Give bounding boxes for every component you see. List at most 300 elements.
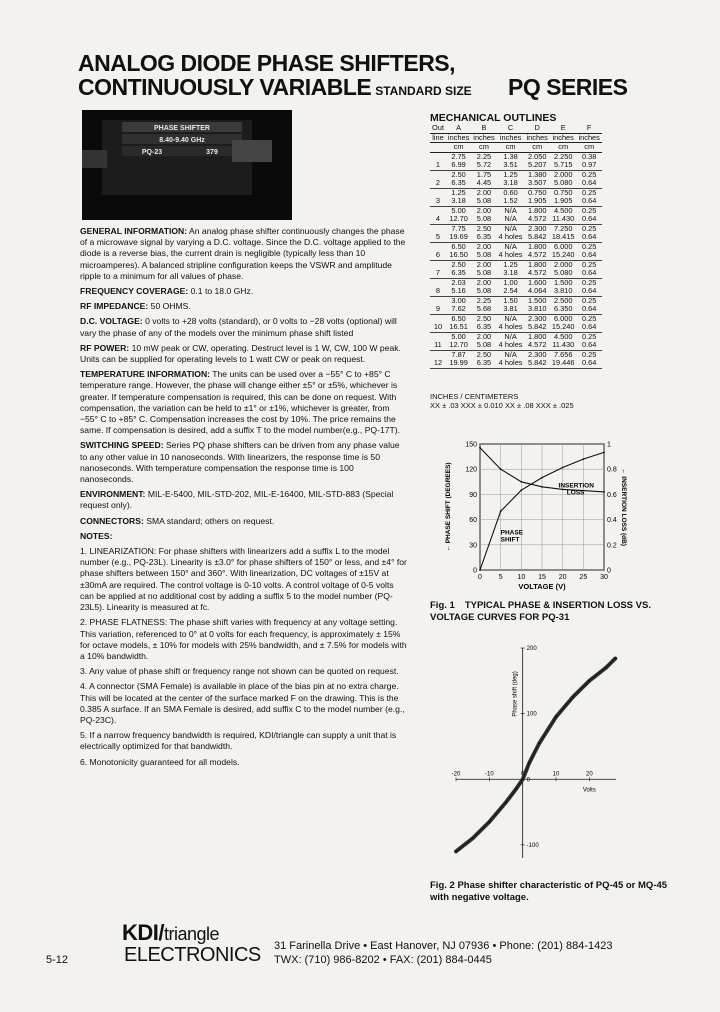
fig2-series-point	[472, 837, 474, 839]
mech-cell: 10	[430, 323, 446, 332]
mech-cell: 5.842	[525, 323, 550, 332]
note-2: 2. PHASE FLATNESS: The phase shift varies with frequency at any voltage setting. This variation, referenced to 0° at 0 volts for each frequency, is approximately ± 15% for octave models, ± 10% for models with 25% bandwidth, and ± 7.5% for models with a 10% bandwidth.	[80, 617, 407, 661]
mech-cell: 2.25	[476, 151, 492, 161]
mech-cell: 3.51	[497, 161, 525, 170]
mech-cell: 2.00	[476, 259, 492, 269]
dc-head: D.C. VOLTAGE:	[80, 316, 143, 327]
rf-imp-text: 50 OHMS.	[150, 301, 191, 312]
mech-cell: 4 holes	[498, 250, 523, 259]
mech-header-cell: Out	[432, 123, 444, 132]
mech-cell: 0.25	[581, 259, 597, 269]
temp-head: TEMPERATURE INFORMATION:	[80, 369, 211, 380]
mech-cell: 4	[430, 215, 446, 224]
mech-cell: 4 holes	[498, 232, 523, 241]
fig1-y-tick: 150	[465, 441, 477, 449]
fig1-y-tick: 30	[469, 542, 477, 550]
mech-cell: 4 holes	[498, 358, 523, 367]
fig1-x-tick: 0	[478, 574, 482, 581]
mech-cell: 6.35	[446, 179, 471, 188]
mech-cell: 5.842	[525, 359, 550, 368]
kdi-logo	[122, 920, 219, 946]
mech-cell: 5.08	[471, 341, 496, 350]
mech-row	[430, 197, 602, 206]
mech-cell: 6	[430, 251, 446, 260]
photo-label-3: PQ-23	[141, 149, 163, 156]
mech-row	[430, 179, 602, 188]
mech-cell: 0.64	[577, 197, 602, 206]
mech-cell: 0.97	[577, 161, 602, 170]
mech-cell: 7.250	[553, 223, 573, 233]
fig1-series-point	[479, 569, 481, 571]
general-information	[80, 226, 408, 282]
mech-cell: 11.430	[550, 341, 577, 350]
fig2-caption-label: Fig. 2	[430, 880, 455, 891]
mech-foot-tolerance: XX ± .03 XXX ± 0.010 XX ± .08 XXX ± .025	[430, 401, 574, 410]
mech-cell: 0.25	[581, 295, 597, 305]
mech-row	[430, 305, 602, 314]
mech-cell: 16.50	[446, 251, 471, 260]
mech-row	[430, 359, 602, 368]
mech-cell: 2.00	[476, 331, 492, 341]
mech-cell: 2.50	[451, 259, 466, 269]
mechanical-outlines-table	[430, 124, 602, 369]
fig1-label-shift: SHIFT	[500, 536, 520, 544]
mech-cell: 1.380	[527, 169, 547, 179]
fig1-series-point	[500, 510, 502, 512]
mech-cell: 2.00	[476, 187, 492, 197]
fig2-series-point	[572, 696, 574, 698]
mech-row	[430, 341, 602, 350]
mech-cell: 0.750	[553, 187, 573, 197]
page-title-line2	[78, 74, 472, 104]
mech-cell: N/A	[497, 215, 525, 224]
mech-cell: 5.715	[550, 161, 577, 170]
fig2-y-axis-label: Phase shift (deg)	[512, 671, 519, 717]
mech-cell: 0.64	[577, 359, 602, 368]
mech-cell: 2.300	[527, 223, 547, 233]
mech-cell: 1.25	[503, 169, 518, 179]
mech-table-footnote	[430, 392, 574, 410]
mech-cell: 8	[430, 287, 446, 296]
mech-row	[430, 233, 602, 242]
fig1-x-axis-label: VOLTAGE (V)	[518, 582, 566, 591]
mech-cell: 6.35	[471, 233, 496, 242]
mech-cell: 2.50	[451, 169, 466, 179]
mech-header-cell: E	[550, 124, 577, 133]
note-3: 3. Any value of phase shift or frequency range not shown can be quoted on request.	[80, 666, 399, 677]
fig1-y2-tick: 1	[607, 441, 611, 449]
fig1-label-insertion: INSERTION	[558, 482, 594, 490]
photo-label-2: 8.40-9.40 GHz	[159, 137, 205, 144]
conn-text: SMA standard; others on request.	[146, 515, 275, 526]
mech-cell: N/A	[504, 241, 517, 251]
rf-power	[80, 343, 408, 365]
mech-cell: 5.842	[525, 233, 550, 242]
mech-cell: 5.080	[550, 179, 577, 188]
mech-cell: 5.00	[451, 205, 466, 215]
mech-foot-units: INCHES / CENTIMETERS	[430, 392, 519, 401]
mech-header-cell: cm	[577, 143, 602, 153]
fig1-y2-tick: 0	[607, 567, 611, 575]
mech-header-cell: inches	[578, 132, 600, 142]
fig1-y-tick: 60	[469, 517, 477, 525]
mech-cell: 5.00	[451, 331, 466, 341]
freq-text: 0.1 to 18.0 GHz.	[190, 286, 254, 297]
mech-cell: 5.08	[471, 251, 496, 260]
fig2-y-tick: 200	[526, 646, 537, 652]
mech-cell: 3.18	[446, 197, 471, 206]
mech-cell: 2.03	[451, 277, 466, 287]
mech-cell: 2.250	[553, 151, 573, 161]
mech-cell: 0.25	[581, 205, 597, 215]
mech-cell: 5.08	[471, 197, 496, 206]
mech-cell: 0.25	[581, 169, 597, 179]
mech-header-cell: cm	[550, 143, 577, 153]
fig2-series-point	[515, 788, 517, 790]
mech-cell: 2.00	[476, 277, 492, 287]
mech-cell: 2.000	[553, 259, 573, 269]
mech-cell: 2.50	[476, 223, 492, 233]
mech-cell: 0.25	[581, 187, 597, 197]
rfp-text: 10 mW peak or CW, operating. Destruct level is 1 W, CW, 100 W peak. Units can be supplied for operating levels to 1 watt CW or peak on request.	[80, 342, 401, 365]
note-6: 6. Monotonicity guaranteed for all models.	[80, 756, 240, 767]
mech-cell: 1.38	[503, 151, 518, 161]
mech-header-cell: inches	[550, 133, 577, 143]
mech-cell: 1.500	[527, 295, 547, 305]
mech-cell: 0.25	[581, 241, 597, 251]
fig2-chart	[440, 636, 630, 876]
dc-voltage	[80, 316, 408, 338]
mech-cell: 1.800	[527, 259, 547, 269]
fig1-series-point	[603, 491, 605, 493]
general-text: An analog phase shifter continuously changes the phase of a microwave signal by varying a D.C. voltage. Since the D.C. voltage applied to the diode is a reverse bias, the current drain is negligible (typically less than 10 microamperes). A balanced stripline configuration keeps the VSWR and amplitude ripple to a minimum for all values of phase.	[80, 226, 406, 281]
mech-header-cell: F	[577, 124, 602, 133]
mech-cell: 2.500	[553, 295, 573, 305]
mech-cell: 1.905	[525, 197, 550, 206]
mech-cell: 5.080	[550, 269, 577, 278]
mech-cell: 1.800	[527, 241, 547, 251]
mech-header-row	[430, 124, 602, 133]
mech-cell: 5	[430, 233, 446, 242]
logo-kdi-text: KDI/	[122, 920, 164, 945]
mech-cell: 6.35	[446, 269, 471, 278]
photo-label-4: 379	[206, 149, 218, 156]
company-address: 31 Farinella Drive • East Hanover, NJ 07936 • Phone: (201) 884-1423	[274, 940, 613, 952]
mech-header-cell: cm	[497, 143, 525, 153]
mech-table-header	[430, 124, 602, 152]
switch-head: SWITCHING SPEED:	[80, 440, 164, 451]
fig1-x-tick: 15	[538, 574, 546, 581]
fig2-series-point	[455, 850, 457, 852]
fig1-caption-label: Fig. 1	[430, 600, 455, 611]
mech-header-cell	[430, 143, 446, 153]
fig1-y-tick: 0	[473, 567, 477, 575]
mech-cell: 15.240	[551, 322, 575, 331]
general-head: GENERAL INFORMATION:	[80, 226, 188, 236]
notes-heading: NOTES:	[80, 530, 113, 541]
page-title-line1: ANALOG DIODE PHASE SHIFTERS,	[78, 50, 456, 76]
mech-cell: 6.000	[553, 313, 573, 323]
mech-cell: 5.68	[471, 305, 496, 314]
fig1-y2-tick: 0.4	[607, 517, 617, 525]
mech-cell: 0.25	[581, 313, 597, 323]
fig1-chart	[440, 436, 630, 596]
mech-cell: 0.25	[581, 349, 597, 359]
fig1-y2-tick: 0.6	[607, 491, 617, 499]
mech-header-cell: C	[497, 124, 525, 133]
fig2-caption-text: Phase shifter characteristic of PQ-45 or MQ-45 with negative voltage.	[430, 880, 668, 903]
mech-cell: 3.810	[550, 287, 577, 296]
mech-cell: 0.64	[577, 341, 602, 350]
mech-header-cell: cm	[446, 143, 471, 153]
mech-header-cell: cm	[525, 143, 550, 153]
fig2-series-point	[588, 680, 590, 682]
mech-header-cell: inches	[473, 132, 495, 142]
fig1-y-tick: 120	[465, 466, 477, 474]
mech-cell: 1.905	[550, 197, 577, 206]
mech-cell: 12.70	[446, 215, 471, 224]
mech-cell: 1.75	[476, 169, 492, 179]
mech-cell: 0.64	[577, 233, 602, 242]
mech-cell: 2.25	[476, 295, 492, 305]
conn-head: CONNECTORS:	[80, 515, 144, 526]
fig2-x-tick: -10	[484, 771, 494, 778]
fig1-series-point	[582, 458, 584, 460]
rfp-head: RF POWER:	[80, 342, 130, 353]
mech-cell: 4.45	[471, 179, 496, 188]
mech-header-cell: inches	[497, 133, 525, 143]
mech-cell: 0.25	[581, 277, 597, 287]
fig1-label-phase: PHASE	[500, 529, 524, 537]
mech-cell: 19.69	[446, 233, 471, 242]
env-text: MIL-E-5400, MIL-STD-202, MIL-E-16400, MIL-STD-883 (Special request only).	[80, 489, 394, 511]
mech-cell: N/A	[504, 205, 517, 215]
mech-cell: 5.72	[471, 161, 496, 170]
mech-cell: 4.500	[553, 205, 573, 215]
mech-cell: 4 holes	[498, 340, 523, 349]
mech-cell: 6.99	[446, 161, 471, 170]
mech-cell: 7.75	[451, 223, 466, 233]
mech-cell: 0.750	[527, 187, 547, 197]
fig1-x-tick: 5	[498, 574, 503, 581]
mech-cell: 1.800	[527, 205, 547, 215]
env-head: ENVIRONMENT:	[80, 489, 146, 500]
mech-cell: 1.500	[553, 277, 573, 287]
mech-cell: 6.35	[471, 323, 496, 332]
electronics-logo: ELECTRONICS	[124, 944, 261, 966]
mech-row	[430, 269, 602, 278]
fig1-series-point	[520, 481, 522, 483]
mech-cell: 0.64	[577, 215, 602, 224]
mech-cell: 2.50	[476, 313, 492, 323]
mech-header-cell: cm	[471, 143, 496, 153]
fig1-series-point	[500, 468, 502, 470]
mech-row	[430, 161, 602, 170]
temperature-information	[80, 369, 408, 436]
fig2-x-axis-label: Volts	[582, 787, 596, 794]
mech-cell: 12.70	[446, 341, 471, 350]
fig1-x-tick: 20	[558, 574, 567, 581]
note-5: 5. If a narrow frequency bandwidth is required, KDI/triangle can supply a unit that is electrically optimized for that bandwidth.	[80, 730, 397, 752]
mech-cell: 3.18	[497, 269, 525, 278]
fig2-series-band	[456, 658, 616, 852]
spec-body	[80, 226, 408, 772]
mech-cell: 11.430	[550, 215, 577, 224]
mech-cell: 2	[430, 179, 446, 188]
mech-cell: 1.50	[503, 295, 518, 305]
rf-imp-head: RF IMPEDANCE:	[80, 301, 149, 312]
product-photo	[82, 110, 292, 220]
mech-cell: N/A	[504, 331, 517, 341]
mech-cell: 1.25	[503, 259, 518, 269]
temp-text: The units can be used over a −55° C to +85° C temperature range. However, the phase will change either ±5° or ±5%, whichever is greater. If temperature compensation is required, this can be done on request. With compensation, the variation can be held to ±1° or ±1%, whichever is greater, from −55° C to +85° C. Compensation increases the cost by 10%. The price remains the same. If compensation is desired, add a suffix T to the model number(e.g., PQ-17T).	[80, 369, 401, 436]
mech-header-cell: A	[446, 124, 471, 133]
fig1-caption-text: TYPICAL PHASE & INSERTION LOSS VS. VOLTAGE CURVES FOR PQ-31	[430, 600, 651, 623]
mech-cell: 2.75	[451, 151, 466, 161]
mech-cell: 1.25	[451, 187, 466, 197]
fig2-series-point	[528, 762, 530, 764]
mech-cell: 6.50	[451, 241, 466, 251]
fig2-series-point	[615, 657, 617, 659]
note-1: 1. LINEARIZATION: For phase shifters with linearizers add a suffix L to the model number (e.g., PQ-23L). Linearity is ±3.0° for phase shifters of 150° or less, and ±4° for phase shifters between 150° and 360°. With linearization, DC voltages of ±15V at ±30mA are required. The control voltage is 0-10 volts. A control voltage of 0-5 volts can be applied at no additional cost by adding a suffix 5 to the model number (PQ-23L5). Linearity is measured at fc.	[80, 546, 407, 613]
mech-cell: 4 holes	[498, 322, 523, 331]
mech-cell: 5.207	[525, 161, 550, 170]
fig2-y-tick: 0	[526, 777, 531, 784]
mech-cell: 0.64	[577, 287, 602, 296]
fig1-series-point	[520, 489, 522, 491]
fig1-y2-tick: 0.8	[607, 466, 617, 474]
mech-table-body	[430, 152, 602, 368]
mech-cell: 2.000	[553, 169, 573, 179]
mech-cell: 3.81	[497, 305, 525, 314]
mech-cell: 5.08	[471, 269, 496, 278]
mech-row	[430, 287, 602, 296]
mech-cell: 4.064	[525, 287, 550, 296]
mech-row	[430, 251, 602, 260]
mech-cell: 0.25	[581, 223, 597, 233]
mech-cell: 3.18	[497, 179, 525, 188]
fig1-x-tick: 25	[579, 574, 588, 581]
mech-cell: 3.507	[525, 179, 550, 188]
mech-cell: 4.572	[525, 269, 550, 278]
fig2-x-tick: 0	[520, 771, 525, 778]
mech-cell: 12	[430, 359, 446, 368]
fig2-series-line	[456, 658, 616, 852]
mech-cell: 0.64	[577, 179, 602, 188]
mech-cell: 7.62	[446, 305, 471, 314]
mech-cell: 1	[430, 161, 446, 170]
mech-cell: 4.572	[525, 215, 550, 224]
freq-head: FREQUENCY COVERAGE:	[80, 286, 189, 297]
fig1-series-point	[562, 467, 564, 469]
fig2-series-point	[522, 778, 524, 780]
fig1-x-tick: 10	[517, 574, 526, 581]
mech-cell: 6.50	[451, 313, 466, 323]
dc-text: 0 volts to +28 volts (standard), or 0 volts to −28 volts (optional) will vary the phase of any of the models over the minimum phase shift listed	[80, 316, 397, 338]
fig2-x-tick: 10	[552, 771, 560, 778]
mech-cell: 5.08	[471, 215, 496, 224]
fig1-series-point	[541, 486, 543, 488]
mech-row	[430, 215, 602, 224]
mech-cell: 5.16	[446, 287, 471, 296]
fig2-caption	[430, 880, 680, 904]
mech-cell: 7.87	[451, 349, 466, 359]
fig1-series-point	[603, 452, 605, 454]
title-continuously: CONTINUOUSLY VARIABLE	[78, 74, 372, 100]
fig1-series-point	[479, 447, 481, 449]
mech-cell: 6.350	[550, 305, 577, 314]
mech-cell: 0.38	[581, 151, 597, 161]
mech-header-cell: inches	[526, 132, 548, 142]
frequency-coverage	[80, 286, 408, 297]
mech-cell: 19.446	[551, 358, 575, 367]
mech-header-cell: inches	[447, 132, 470, 142]
page-number: 5-12	[46, 954, 69, 966]
fig2-y-tick: -100	[526, 842, 539, 849]
mech-cell: 6.35	[471, 359, 496, 368]
mech-cell: 15.240	[551, 250, 575, 259]
mech-cell: 4.572	[525, 251, 550, 260]
mech-cell: 0.60	[503, 187, 518, 197]
switching-speed	[80, 440, 408, 485]
mech-cell: 7	[430, 269, 446, 278]
mech-cell: 0.64	[577, 323, 602, 332]
mech-cell: 3.00	[451, 295, 466, 305]
fig2-series-point	[538, 742, 540, 744]
fig1-y-tick: 90	[469, 491, 477, 499]
standard-size-label: STANDARD SIZE	[375, 84, 472, 98]
fig2-series-point	[605, 667, 607, 669]
mech-header-cell: D	[525, 124, 550, 133]
fig2-x-tick: 20	[585, 771, 593, 778]
mech-cell: 1.52	[497, 197, 525, 206]
mech-cell: 1.800	[527, 331, 547, 341]
mech-cell: 0.64	[577, 251, 602, 260]
mech-cell: 2.54	[497, 287, 525, 296]
rf-impedance	[80, 301, 408, 312]
fig1-caption	[430, 600, 680, 624]
environment	[80, 489, 408, 511]
mech-cell: 7.656	[553, 349, 573, 359]
fig1-y2-axis-label: ← INSERTION LOSS (dB)	[620, 468, 627, 546]
fig2-series-point	[505, 801, 507, 803]
fig1-y-axis-label: ← PHASE SHIFT (DEGREES)	[445, 462, 452, 552]
connectors	[80, 516, 408, 527]
fig2-y-tick: 100	[526, 711, 537, 718]
switch-text: Series PQ phase shifters can be driven from any phase value to any other value in 10 nanoseconds. With linearizers, the response time is 50 nanoseconds. With temperature compensation the response time is 100 nanoseconds.	[80, 440, 400, 485]
mech-header-cell: line	[430, 133, 446, 143]
mech-cell: 19.99	[446, 359, 471, 368]
mech-cell: 9	[430, 305, 446, 314]
mech-header-cell: B	[471, 124, 496, 133]
mechanical-outlines-title: MECHANICAL OUTLINES	[430, 112, 557, 124]
mech-cell: 0.64	[577, 305, 602, 314]
mech-cell: N/A	[504, 349, 517, 359]
fig1-label-loss: LOSS	[566, 489, 585, 497]
mech-header-row	[430, 143, 602, 153]
mech-cell: 2.50	[476, 349, 492, 359]
mech-cell: 2.00	[476, 205, 492, 215]
mech-cell: 2.050	[527, 151, 547, 161]
mech-cell: N/A	[504, 313, 517, 323]
photo-label-1: PHASE SHIFTER	[153, 125, 211, 132]
mech-cell: 3.810	[525, 305, 550, 314]
mech-cell: 2.300	[527, 313, 547, 323]
fig2-x-tick: -20	[451, 771, 461, 778]
fig1-series-point	[541, 477, 543, 479]
series-title: PQ SERIES	[508, 74, 628, 100]
fig1-x-tick: 30	[600, 574, 608, 581]
